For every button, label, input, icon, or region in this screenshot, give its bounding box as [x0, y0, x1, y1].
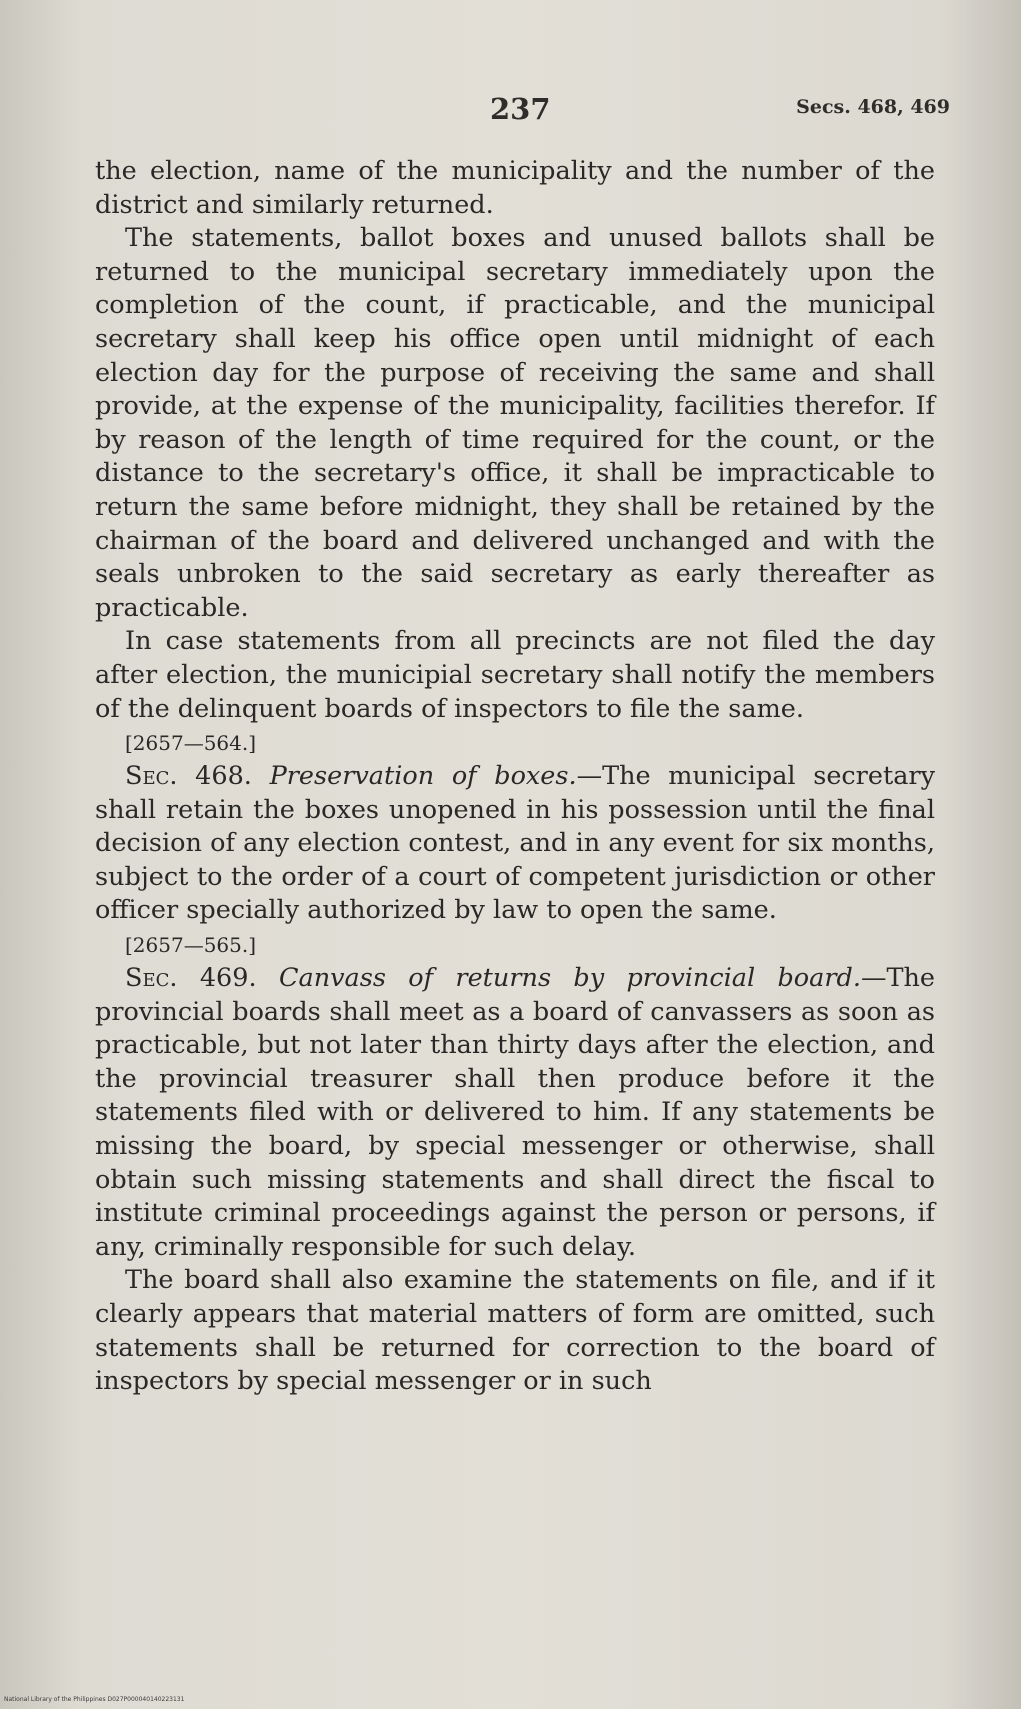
section-469 — [95, 962, 935, 1264]
page-body — [95, 155, 935, 1399]
citation-469: [2657—565.] — [125, 933, 257, 958]
paragraph-continuation: the election, name of the municipality and the number of the district and similarly returned. — [95, 156, 935, 220]
page-number: 237 — [490, 92, 551, 126]
section-469-title: Canvass of returns by provincial board. — [278, 963, 861, 994]
section-468 — [95, 760, 935, 928]
section-468-text: —The municipal secretary shall retain the boxes unopened in his possession until the final decision of any election contest, and in any event for six months, subject to the order of a court of competent jurisdiction or other officer specially authorized by law to open the same. — [95, 761, 936, 926]
section-468-label: Sec. 468. — [125, 761, 252, 792]
paragraph-statements-return: The statements, ballot boxes and unused ballots shall be returned to the municipal secretary immediately upon the completion of the count, if practicable, and the municipal secretary shall keep his office open until midnight of each election day for the purpose of receiving the same and shall provide, at the expense of the municipality, facilities therefor. If by reason of the length of time required for the count, or the distance to the secretary's office, it shall be impracticable to return the same before midnight, they shall be retained by the chairman of the board and delivered unchanged and with the seals unbroken to the said secretary as early thereafter as practicable. — [95, 223, 935, 623]
section-reference: Secs. 468, 469 — [796, 96, 950, 118]
section-469-text: —The provincial boards shall meet as a board of canvassers as soon as practicable, but not later than thirty days after the election, and the provincial treasurer shall then produce before it the statements filed with or delivered to him. If any statements be missing the board, by special messenger or otherwise, shall obtain such missing statements and shall direct the fiscal to institute criminal proceedings against the person or persons, if any, criminally responsible for such delay. — [95, 963, 936, 1262]
citation-468: [2657—564.] — [125, 731, 257, 756]
section-469-label: Sec. 469. — [125, 963, 257, 994]
paragraph-delinquent-boards: In case statements from all precincts are not filed the day after election, the municipial secretary shall notify the members of the delinquent boards of inspectors to file the same. — [95, 626, 935, 724]
page-header — [95, 92, 950, 132]
paragraph-board-examine: The board shall also examine the statements on file, and if it clearly appears that material matters of form are omitted, such statements shall be returned for correction to the board of inspectors by special messenger or in such — [95, 1265, 935, 1397]
library-footer-note: National Library of the Philippines D027P000040140223131 — [4, 1696, 185, 1703]
section-468-title: Preservation of boxes. — [269, 761, 577, 792]
